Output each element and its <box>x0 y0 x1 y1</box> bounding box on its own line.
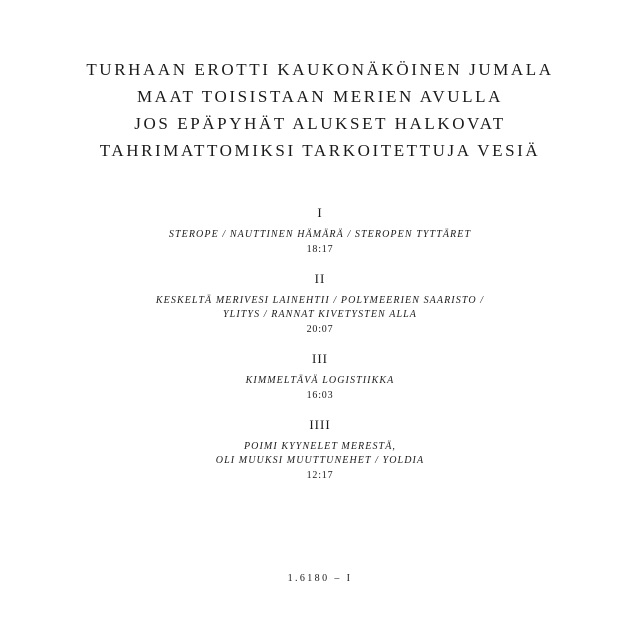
title-line: JOS EPÄPYHÄT ALUKSET HALKOVAT <box>134 114 506 133</box>
track-title: KESKELTÄ MERIVESI LAINEHTII / POLYMEERIEN SAARISTO / <box>155 295 485 306</box>
track-title: POIMI KYYNELET MERESTÄ, <box>243 441 397 452</box>
title-line: TAHRIMATTOMIKSI TARKOITETTUJA VESIÄ <box>99 141 541 160</box>
track-3 <box>0 351 640 403</box>
track-duration: 18:17 <box>306 244 334 255</box>
title-line: MAAT TOISISTAAN MERIEN AVULLA <box>136 87 504 106</box>
track-4 <box>0 417 640 483</box>
track-numeral: I <box>317 205 323 220</box>
track-title: STEROPE / NAUTTINEN HÄMÄRÄ / STEROPEN TYTTÄRET <box>168 229 472 240</box>
track-title: YLITYS / RANNAT KIVETYSTEN ALLA <box>223 309 417 320</box>
title-line: TURHAAN EROTTI KAUKONÄKÖINEN JUMALA <box>86 60 554 79</box>
track-numeral: II <box>314 271 326 286</box>
track-2 <box>0 271 640 337</box>
track-duration: 16:03 <box>306 390 334 401</box>
track-duration: 12:17 <box>306 470 334 481</box>
track-title: OLI MUUKSI MUUTTUNEHET / YOLDIA <box>215 455 425 466</box>
album-title <box>0 56 640 164</box>
tracklist <box>0 205 640 497</box>
track-numeral: III <box>312 351 328 366</box>
track-numeral: IIII <box>309 417 331 432</box>
track-1 <box>0 205 640 257</box>
track-duration: 20:07 <box>306 324 334 335</box>
catalog-number: 1.6180 – I <box>287 573 353 584</box>
track-title: KIMMELTÄVÄ LOGISTIIKKA <box>245 375 395 386</box>
